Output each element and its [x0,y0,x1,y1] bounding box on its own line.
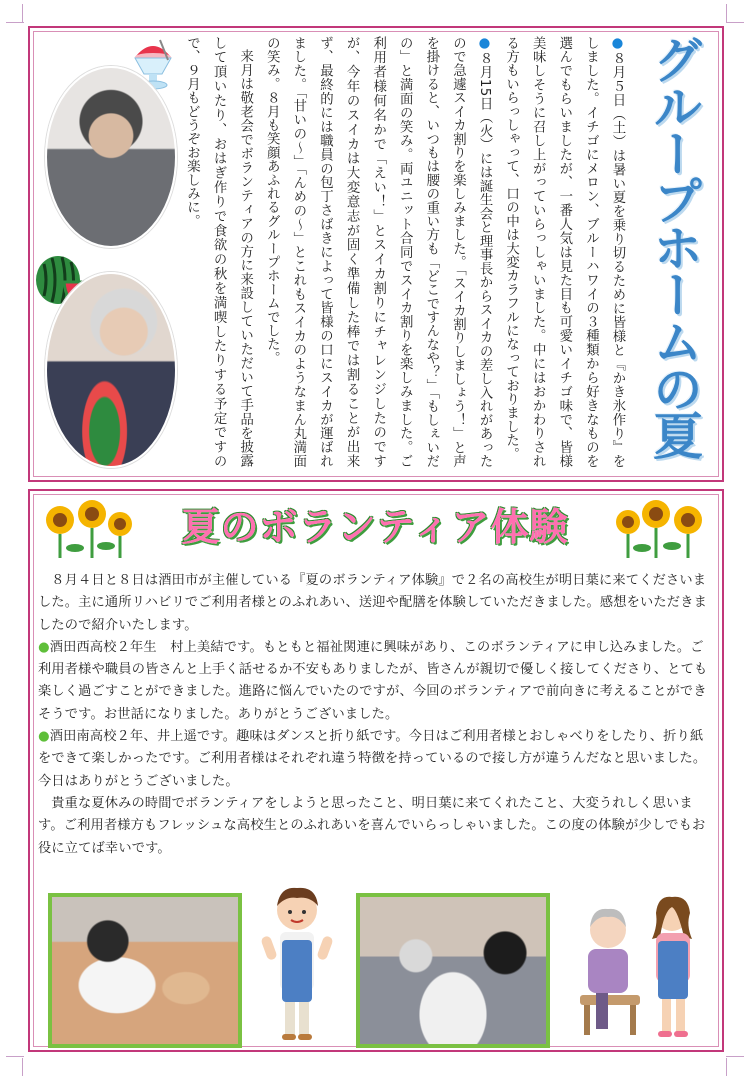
article-paragraph: 来月は敬老会でボランティアの方に来設していただいて手品を披露して頂いたり、おはぎ作りで食欲の秋を満喫したりする予定ですので、９月もどうぞお楽しみに。 [184,36,253,468]
top-article [184,36,630,468]
crop-mark [6,22,24,23]
crop-mark [6,1056,24,1057]
sunflower-icon [612,500,707,560]
crop-mark [22,1058,23,1076]
crop-mark [22,4,23,22]
crop-mark [726,1056,744,1057]
bullet-icon: ● [477,36,493,52]
volunteer-photo-origami [48,893,242,1048]
bullet-icon: ● [610,36,625,52]
article-paragraph: 貴重な夏休みの時間でボランティアをしようと思ったこと、明日葉に来てくれたこと、大変うれしく思います。ご利用者様方もフレッシュな高校生とのふれあいを喜んでいらっしゃいました。この度の体験が少しでもお役に立てば幸いです。 [38,795,706,856]
article-paragraph: ８月４日と８日は酒田市が主催している『夏のボランティア体験』で２名の高校生が明日葉に来てくださいました。主に通所リハビリでご利用者様とのふれあい、送迎や配膳を体験していただきました。感想をいただきましたので紹介いたします。 [38,573,707,633]
article-paragraph: ●８月15日（火）には誕生会と理事長からスイカの差し入れがあったので急遽スイカ割りを楽しみました。「スイカ割りしましょう！」と声を掛けると、いつもは腰の重い方も「どこですんなや？」「もしぇいだの」と満面の笑み。両ユニット合同でスイカ割りを楽しみました。ご利用者様何名かで「えい！」とスイカ割りにチャレンジしたのですが、今年のスイカは大変意志が固く準備した棒では割ることが出来ず、最終的には職員の包丁さばきによって皆様の口にスイカが運ばれました。「甘いの～」「んめの～」とこれもスイカのようなまん丸満面の笑み。８月も笑顔あふれるグループホームでした。 [264,36,493,468]
elderly-and-caregiver-illustration [568,885,716,1040]
bullet-icon: ● [38,729,50,745]
bullet-icon: ● [38,639,50,655]
volunteer-photo-conversation [356,893,550,1048]
staff-illustration [258,880,336,1045]
article-paragraph: ●酒田西高校２年生 村上美結です。もともと福祉関連に興味があり、このボランティアに申し込みました。ご利用者様や職員の皆さんと上手く話せるか不安もありましたが、皆さんが親切で優しく接してくださり、とても楽しく過ごすことができました。進路に悩んでいたのですが、今回のボランティアで前向きに考えることができそうです。お世話になりました。ありがとうございました。 [38,639,708,722]
bottom-article [38,570,714,860]
resident-photo-shaved-ice [45,66,177,248]
bottom-section-title: 夏のボランティア体験 [181,505,569,549]
crop-mark [726,22,744,23]
sunflower-icon [40,500,135,560]
article-paragraph: ●酒田南高校２年、井上遥です。趣味はダンスと折り紙です。今日はご利用者様とおしゃべりをしたり、折り紙をできて楽しかったです。ご利用者様はそれぞれ違う特徴を持っているので接し方が違うんだなと思いました。今日はありがとうございました。 [38,729,707,789]
crop-mark [726,4,727,22]
article-paragraph: ●８月５日（土）は暑い夏を乗り切るために皆様と『かき氷作り』をしました。イチゴにメロン、ブルーハワイの３種類から好きなものを選んでもらいましたが、一番人気は見た目も可愛いイチゴ味で、皆様美味しそうに召し上がっていらっしゃいました。中にはおかわりされる方もいらっしゃって、口の中は大変カラフルになっておりました。 [503,36,625,468]
resident-photo-watermelon [45,272,177,468]
crop-mark [726,1058,727,1076]
top-section-title: グループホームの夏 [645,34,703,457]
